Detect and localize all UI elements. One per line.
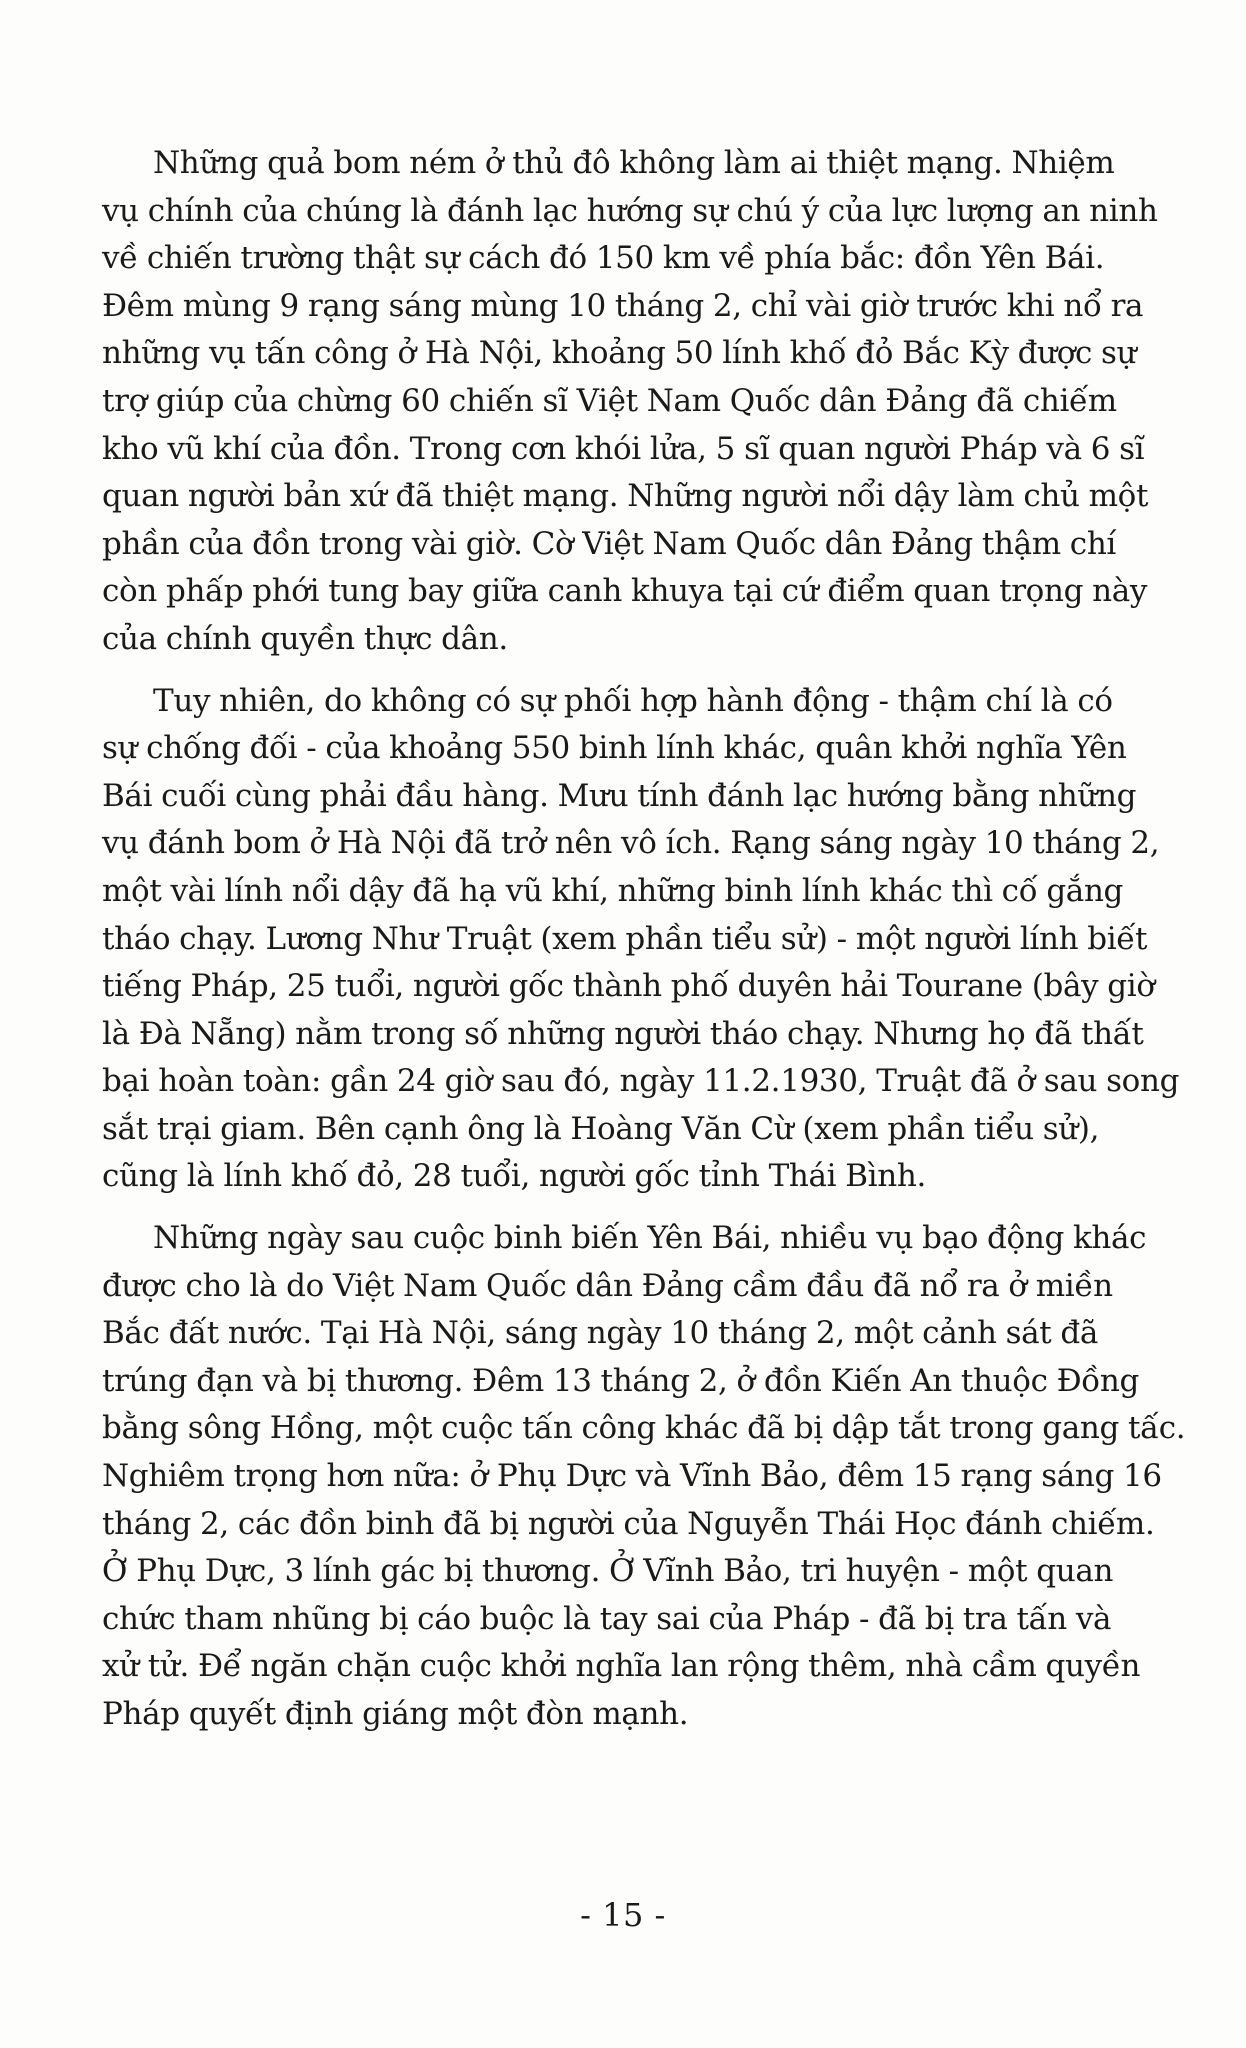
text-line: Tuy nhiên, do không có sự phối hợp hành động - thậm chí là có (153, 682, 1113, 719)
text-line: Những ngày sau cuộc binh biến Yên Bái, nhiều vụ bạo động khác (153, 1220, 1147, 1257)
text-line: một vài lính nổi dậy đã hạ vũ khí, những binh lính khác thì cố gắng (102, 872, 1124, 909)
text-line: Bắc đất nước. Tại Hà Nội, sáng ngày 10 tháng 2, một cảnh sát đã (102, 1315, 1098, 1352)
text-line: Pháp quyết định giáng một đòn mạnh. (102, 1696, 689, 1732)
text-line: Đêm mùng 9 rạng sáng mùng 10 tháng 2, chỉ vài giờ trước khi nổ ra (102, 287, 1144, 324)
text-line: vụ đánh bom ở Hà Nội đã trở nên vô ích. Rạng sáng ngày 10 tháng 2, (102, 825, 1160, 862)
text-line: Những quả bom ném ở thủ đô không làm ai thiệt mạng. Nhiệm (153, 145, 1115, 181)
text-line: tháng 2, các đồn binh đã bị người của Nguyễn Thái Học đánh chiếm. (102, 1505, 1155, 1542)
text-line: được cho là do Việt Nam Quốc dân Đảng cầm đầu đã nổ ra ở miền (102, 1267, 1113, 1304)
text-line: cũng là lính khố đỏ, 28 tuổi, người gốc tỉnh Thái Bình. (102, 1158, 926, 1195)
text-line: sắt trại giam. Bên cạnh ông là Hoàng Văn Cừ (xem phần tiểu sử), (102, 1110, 1100, 1147)
text-line: chức tham nhũng bị cáo buộc là tay sai của Pháp - đã bị tra tấn và (102, 1600, 1112, 1637)
text-line: Nghiêm trọng hơn nữa: ở Phụ Dực và Vĩnh Bảo, đêm 15 rạng sáng 16 (102, 1458, 1162, 1495)
text-line: những vụ tấn công ở Hà Nội, khoảng 50 lính khố đỏ Bắc Kỳ được sự (102, 335, 1137, 372)
text-line: trợ giúp của chừng 60 chiến sĩ Việt Nam Quốc dân Đảng đã chiếm (102, 382, 1117, 419)
text-line: kho vũ khí của đồn. Trong cơn khói lửa, 5 sĩ quan người Pháp và 6 sĩ (102, 430, 1145, 467)
text-line: Bái cuối cùng phải đầu hàng. Mưu tính đánh lạc hướng bằng những (102, 777, 1137, 814)
text-line: bại hoàn toàn: gần 24 giờ sau đó, ngày 11.2.1930, Truật đã ở sau song (102, 1063, 1180, 1100)
text-line: của chính quyền thực dân. (102, 620, 508, 657)
text-line: trúng đạn và bị thương. Đêm 13 tháng 2, ở đồn Kiến An thuộc Đồng (102, 1362, 1139, 1399)
text-line: phần của đồn trong vài giờ. Cờ Việt Nam Quốc dân Đảng thậm chí (102, 525, 1116, 562)
page-number: - 15 - (580, 1896, 666, 1934)
text-line: Ở Phụ Dực, 3 lính gác bị thương. Ở Vĩnh Bảo, tri huyện - một quan (102, 1553, 1114, 1590)
text-line: xử tử. Để ngăn chặn cuộc khởi nghĩa lan rộng thêm, nhà cầm quyền (102, 1648, 1141, 1685)
paragraph-2 (102, 678, 1180, 1202)
paragraph-1 (102, 140, 1158, 664)
body-text (102, 140, 1186, 1753)
text-line: quan người bản xứ đã thiệt mạng. Những người nổi dậy làm chủ một (102, 478, 1149, 515)
text-line: sự chống đối - của khoảng 550 binh lính khác, quân khởi nghĩa Yên (102, 730, 1127, 767)
text-line: bằng sông Hồng, một cuộc tấn công khác đã bị dập tắt trong gang tấc. (102, 1410, 1186, 1447)
text-line: tiếng Pháp, 25 tuổi, người gốc thành phố duyên hải Tourane (bây giờ (102, 968, 1155, 1005)
text-line: về chiến trường thật sự cách đó 150 km về phía bắc: đồn Yên Bái. (102, 240, 1105, 277)
paragraph-3 (102, 1215, 1186, 1739)
text-line: vụ chính của chúng là đánh lạc hướng sự chú ý của lực lượng an ninh (102, 192, 1158, 229)
text-line: tháo chạy. Lương Như Truật (xem phần tiểu sử) - một người lính biết (102, 920, 1148, 957)
text-line: là Đà Nẵng) nằm trong số những người tháo chạy. Nhưng họ đã thất (102, 1015, 1144, 1052)
text-line: còn phấp phới tung bay giữa canh khuya tại cứ điểm quan trọng này (102, 573, 1148, 610)
